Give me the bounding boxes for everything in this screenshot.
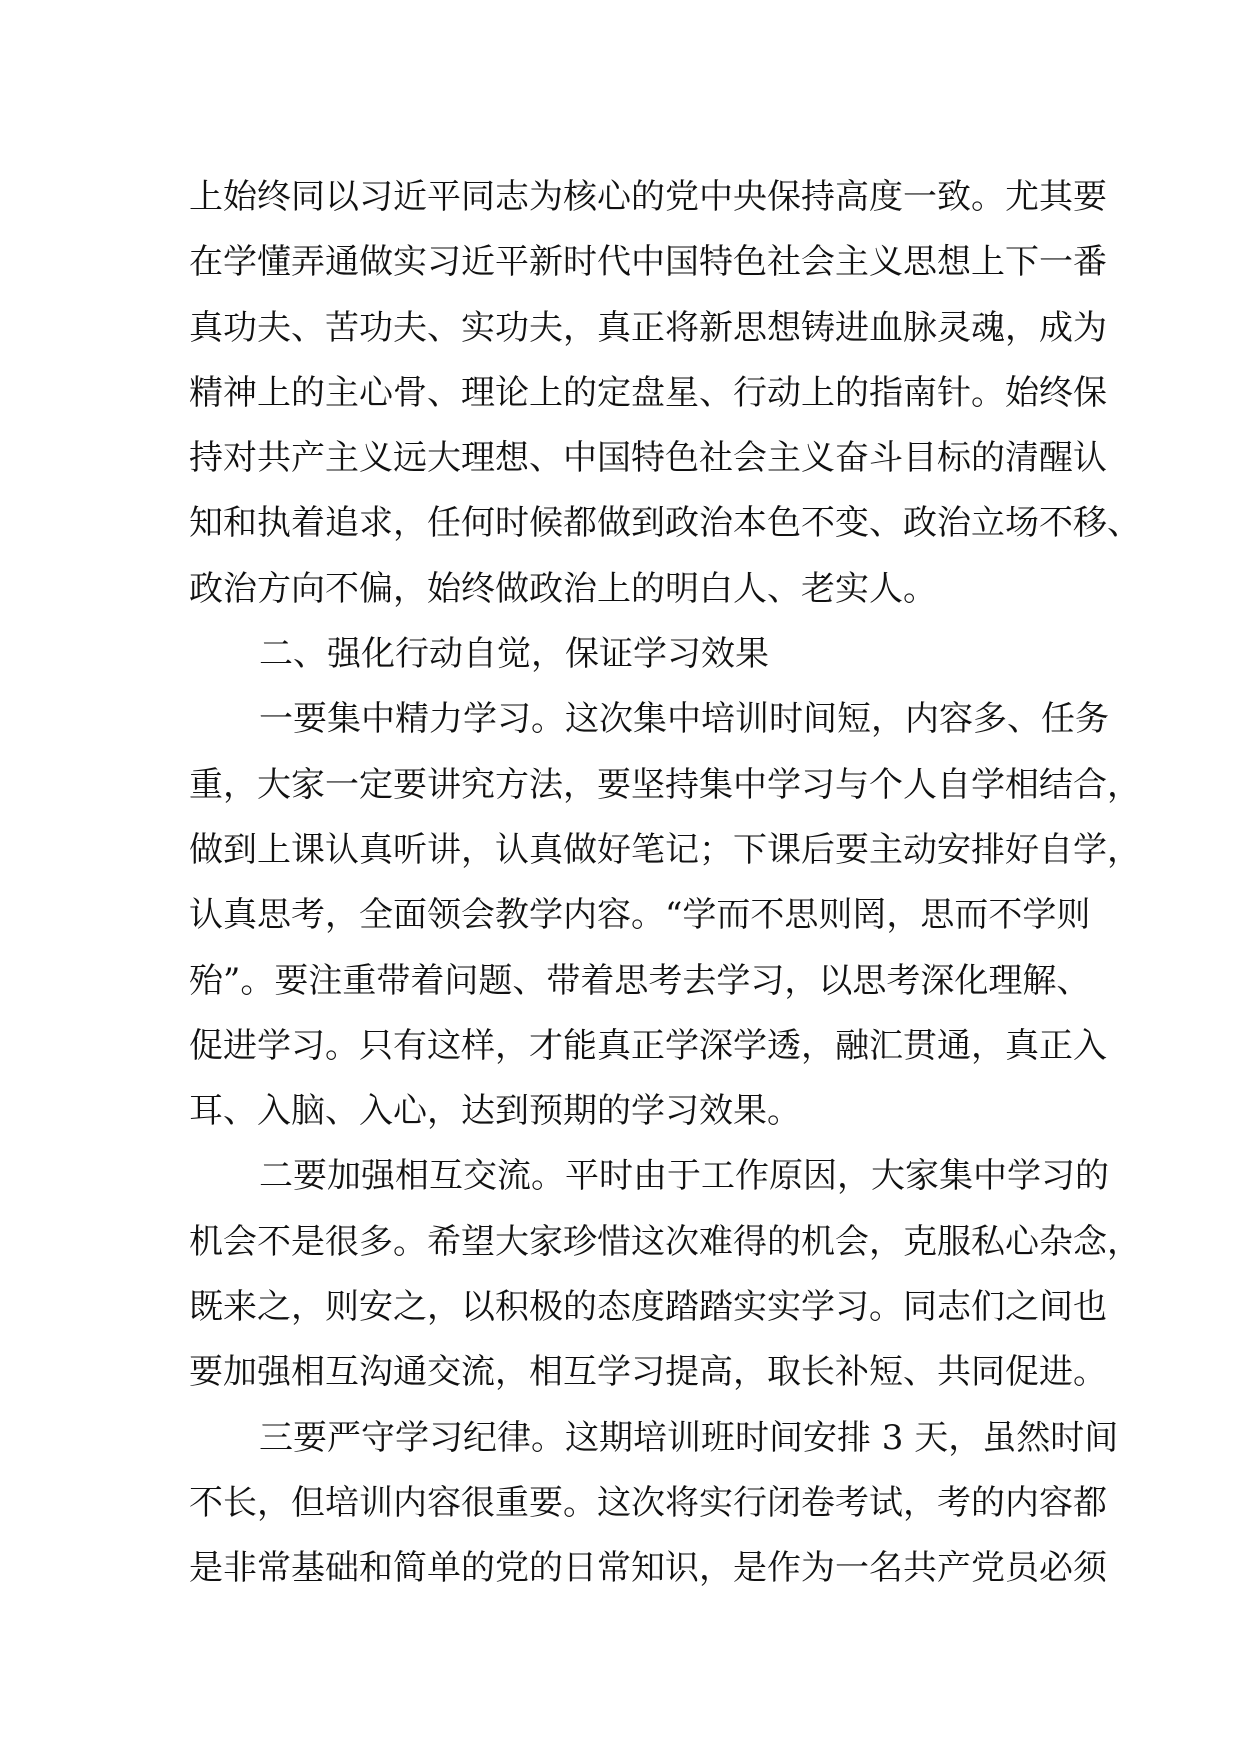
text-line: 政治方向不偏，始终做政治上的明白人、老实人。 (189, 568, 937, 609)
text-line: 是非常基础和简单的党的日常知识，是作为一名共产党员必须 (189, 1548, 1107, 1589)
heading-line: 二、强化行动自觉，保证学习效果 (259, 634, 769, 675)
text-line: 既来之，则安之，以积极的态度踏踏实实学习。同志们之间也 (189, 1287, 1107, 1328)
text-line: 精神上的主心骨、理论上的定盘星、行动上的指南针。始终保 (189, 372, 1107, 413)
text-line: 上始终同以习近平同志为核心的党中央保持高度一致。尤其要 (189, 177, 1107, 217)
text-line: 在学懂弄通做实习近平新时代中国特色社会主义思想上下一番 (189, 242, 1107, 283)
text-line: 做到上课认真听讲，认真做好笔记；下课后要主动安排好自学， (189, 829, 1141, 870)
text-line: 持对共产主义远大理想、中国特色社会主义奋斗目标的清醒认 (189, 438, 1107, 479)
text-line: 机会不是很多。希望大家珍惜这次难得的机会，克服私心杂念， (189, 1221, 1141, 1262)
section-heading (189, 622, 1089, 687)
paragraph-discipline (189, 1406, 1119, 1602)
paragraph-focus-study (189, 687, 1141, 1144)
paragraph-continuation (189, 165, 1141, 622)
text-line: 认真思考，全面领会教学内容。“学而不思则罔，思而不学则 (189, 895, 1091, 936)
text-line: 二要加强相互交流。平时由于工作原因，大家集中学习的 (259, 1156, 1109, 1197)
text-line: 重，大家一定要讲究方法，要坚持集中学习与个人自学相结合， (189, 764, 1141, 805)
text-line: 真功夫、苦功夫、实功夫，真正将新思想铸进血脉灵魂，成为 (189, 307, 1107, 348)
text-line: 知和执着追求，任何时候都做到政治本色不变、政治立场不移、 (189, 503, 1141, 544)
text-line: 促进学习。只有这样，才能真正学深学透，融汇贯通，真正入 (189, 1025, 1107, 1066)
text-line: 殆”。要注重带着问题、带着思考去学习，以思考深化理解、 (189, 960, 1091, 1001)
body-text (189, 165, 1141, 1602)
text-line: 不长，但培训内容很重要。这次将实行闭卷考试，考的内容都 (189, 1482, 1107, 1523)
text-line: 一要集中精力学习。这次集中培训时间短，内容多、任务 (259, 699, 1109, 740)
paragraph-exchange (189, 1144, 1141, 1405)
text-line: 耳、入脑、入心，达到预期的学习效果。 (189, 1091, 801, 1132)
text-line: 三要严守学习纪律。这期培训班时间安排 3 天，虽然时间 (259, 1417, 1119, 1458)
text-line: 要加强相互沟通交流，相互学习提高，取长补短、共同促进。 (189, 1352, 1107, 1393)
